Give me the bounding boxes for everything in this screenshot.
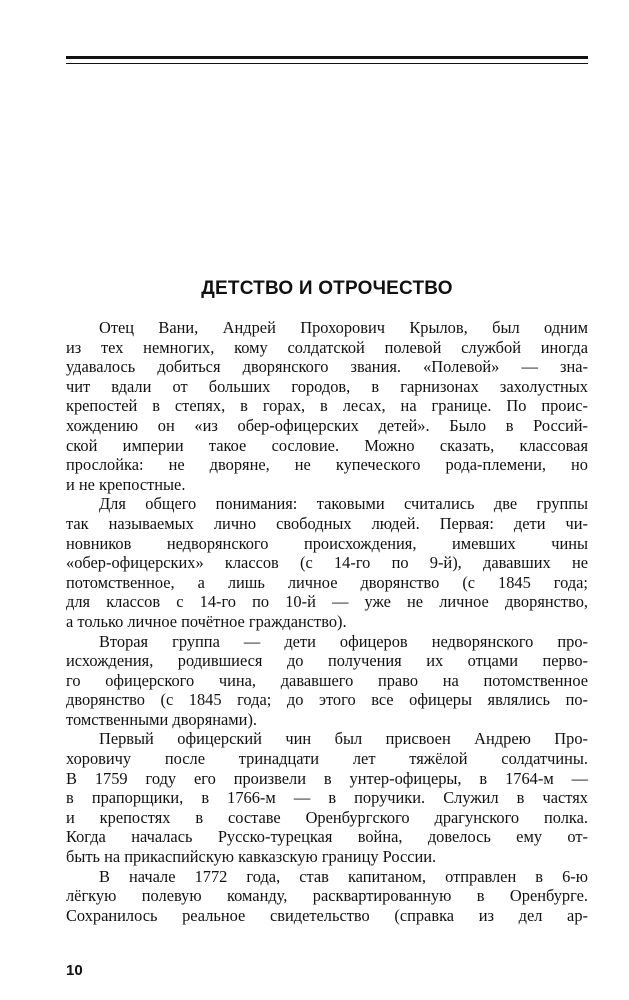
- text-line: чит вдали от больших городов, в гарнизонах захолустных: [66, 376, 588, 396]
- text-line: Вторая группа — дети офицеров недворянского про-: [99, 631, 588, 651]
- paragraph-4: [66, 729, 588, 866]
- text-line: и не крепостные.: [66, 474, 186, 494]
- text-line: томственными дворянами).: [66, 709, 257, 729]
- text-line: так называемых лично свободных людей. Первая: дети чи-: [66, 513, 588, 533]
- text-line: В 1759 году его произвели в унтер-офицеры, в 1764-м —: [66, 768, 588, 788]
- text-line: исхождения, родившиеся до получения их отцами перво-: [66, 651, 588, 671]
- text-line: новников недворянского происхождения, имевших чины: [66, 533, 588, 553]
- chapter-title: ДЕТСТВО И ОТРОЧЕСТВО: [201, 278, 453, 299]
- text-line: «обер-офицерских» классов (с 14-го по 9-й), дававших не: [66, 553, 588, 573]
- text-line: крепостей в степях, в горах, в лесах, на границе. По проис-: [66, 396, 588, 416]
- text-line: дворянство (с 1845 года; до этого все офицеры являлись по-: [66, 690, 588, 710]
- text-line: Первый офицерский чин был присвоен Андрею Про-: [99, 729, 588, 749]
- text-line: Сохранилось реальное свидетельство (справка из дел ар-: [66, 905, 588, 925]
- text-line: лёгкую полевую команду, расквартированную в Оренбурге.: [66, 886, 588, 906]
- header-rule-thick: [66, 56, 588, 59]
- text-line: Для общего понимания: таковыми считались две группы: [99, 494, 588, 514]
- text-line: хоровичу после тринадцати лет тяжёлой солдатчины.: [66, 749, 588, 769]
- paragraph-2: [66, 494, 588, 631]
- text-line: для классов с 14-го по 10-й — уже не личное дворянство,: [66, 592, 588, 612]
- page-number: 10: [66, 962, 83, 979]
- body-text: [66, 318, 588, 925]
- text-line: Отец Вани, Андрей Прохорович Крылов, был одним: [99, 318, 588, 337]
- paragraph-1: [66, 318, 588, 494]
- header-rule-thin: [66, 63, 588, 64]
- text-line: прослойка: не дворяне, не купеческого рода-племени, но: [66, 455, 588, 475]
- text-line: быть на прикаспийскую кавказскую границу России.: [66, 847, 437, 867]
- paragraph-3: [66, 632, 588, 730]
- text-line: удавалось добиться дворянского звания. «Полевой» — зна-: [66, 357, 588, 377]
- text-line: Когда началась Русско-турецкая война, довелось ему от-: [66, 827, 588, 847]
- text-line: го офицерского чина, дававшего право на потомственное: [66, 670, 588, 690]
- text-line: а только личное почётное гражданство).: [66, 611, 347, 631]
- paragraph-5: [66, 867, 588, 926]
- text-line: в прапорщики, в 1766-м — в поручики. Служил в частях: [66, 788, 588, 808]
- text-line: и крепостях в составе Оренбургского драгунского полка.: [66, 807, 588, 827]
- text-line: ской империи такое сословие. Можно сказать, классовая: [66, 435, 588, 455]
- text-line: хождению он «из обер-офицерских детей». Было в Россий-: [66, 415, 588, 435]
- text-line: потомственное, а лишь личное дворянство (с 1845 года;: [66, 572, 588, 592]
- text-line: В начале 1772 года, став капитаном, отправлен в 6-ю: [99, 866, 588, 886]
- text-line: из тех немногих, кому солдатской полевой службой иногда: [66, 337, 588, 357]
